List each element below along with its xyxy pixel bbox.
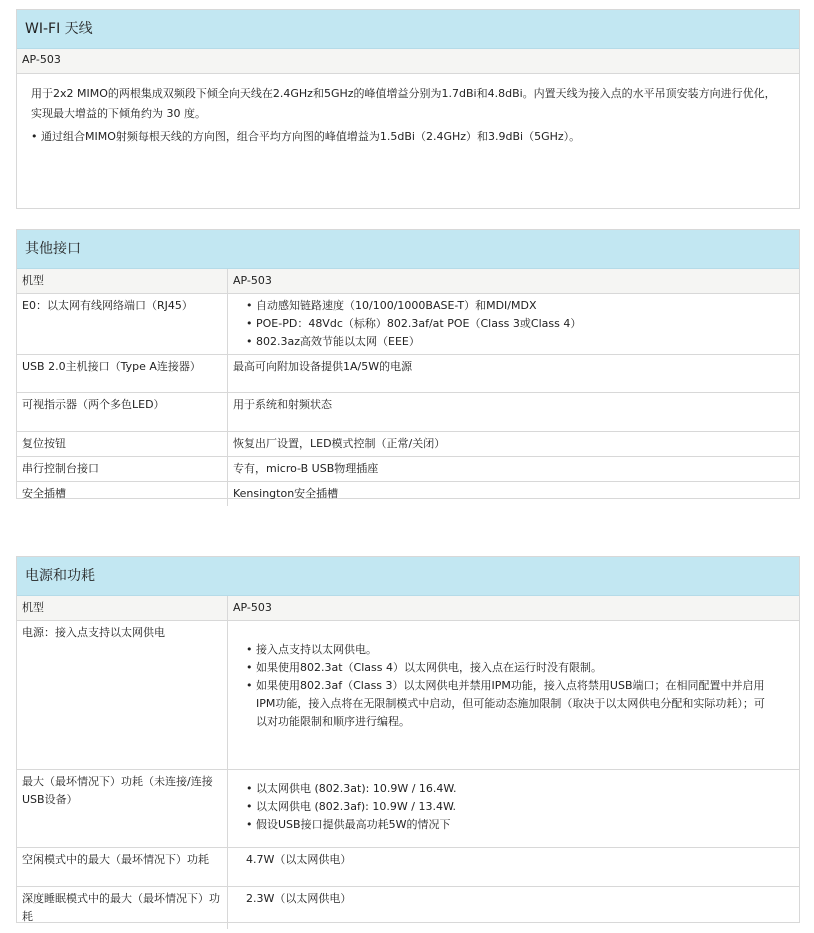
row-value: 恢复出厂设置，LED模式控制（正常/关闭） [228,432,800,457]
list-item: • 假设USB接口提供最高功耗5W的情况下 [246,816,794,834]
row-label: USB 2.0主机接口（Type A连接器） [17,355,228,393]
row-value: 4.7W（以太网供电） [228,848,800,887]
row-label: 机型 [17,269,228,294]
row-label: 空闲模式中的最大（最坏情况下）功耗 [17,848,228,887]
row-value: AP-503 [228,269,800,294]
row-value: AP-503 [228,596,800,621]
row-label: 复位按钮 [17,432,228,457]
model-label: AP-503 [17,49,799,74]
list-item: • 802.3az高效节能以太网（EEE） [246,333,794,351]
list-item: • 自动感知链路速度（10/100/1000BASE-T）和MDI/MDX [246,297,794,315]
list-item: • 如果使用802.3af（Class 3）以太网供电并禁用IPM功能，接入点将禁用USB端口；在相同配置中并启用IPM功能，接入点将在无限制模式中启动，但可能动态施加限制（取决于以太网供电分配和实际功耗）；可以对功能限制和顺序进行编程。 [246,677,774,731]
row-value: 最高可向附加设备提供1A/5W的电源 [228,355,800,393]
row-value: 用于系统和射频状态 [228,393,800,432]
row-label: 可视指示器（两个多色LED） [17,393,228,432]
row-label: 串行控制台接口 [17,457,228,482]
row-label: 机型 [17,596,228,621]
list-item: • 如果使用802.3at（Class 4）以太网供电，接入点在运行时没有限制。 [246,659,774,677]
row-label: 深度睡眠模式中的最大（最坏情况下）功耗 [17,887,228,930]
antenna-description: 用于2x2 MIMO的两根集成双频段下倾全向天线在2.4GHz和5GHz的峰值增益分别为1.7dBi和4.8dBi。内置天线为接入点的水平吊顶安装方向进行优化，实现最大增益的下倾角约为 30 度。 [31,87,776,120]
section-title: WI-FI 天线 [17,10,799,49]
list-item: • 接入点支持以太网供电。 [246,641,774,659]
wifi-antenna-section [16,9,800,209]
row-value: 专有，micro-B USB物理插座 [228,457,800,482]
list-item: • 通过组合MIMO射频每根天线的方向图，组合平均方向图的峰值增益为1.5dBi（2.4GHz）和3.9dBi（5GHz）。 [31,128,785,146]
row-value: 2.3W（以太网供电） [228,887,800,930]
row-label: 安全插槽 [17,482,228,507]
power-table [17,596,799,929]
section-title: 其他接口 [17,230,799,269]
row-label: E0：以太网有线网络端口（RJ45） [17,294,228,355]
section-title: 电源和功耗 [17,557,799,596]
power-section [16,556,800,923]
other-interfaces-section [16,229,800,499]
row-label: 最大（最坏情况下）功耗（未连接/连接USB设备） [17,770,228,848]
list-item: • POE-PD：48Vdc（标称）802.3af/at POE（Class 3或Class 4） [246,315,794,333]
interfaces-table [17,269,799,506]
row-label: 电源：接入点支持以太网供电 [17,621,228,770]
list-item: • 以太网供电 (802.3at): 10.9W / 16.4W. [246,780,794,798]
row-value: Kensington安全插槽 [228,482,800,507]
list-item: • 以太网供电 (802.3af): 10.9W / 13.4W. [246,798,794,816]
